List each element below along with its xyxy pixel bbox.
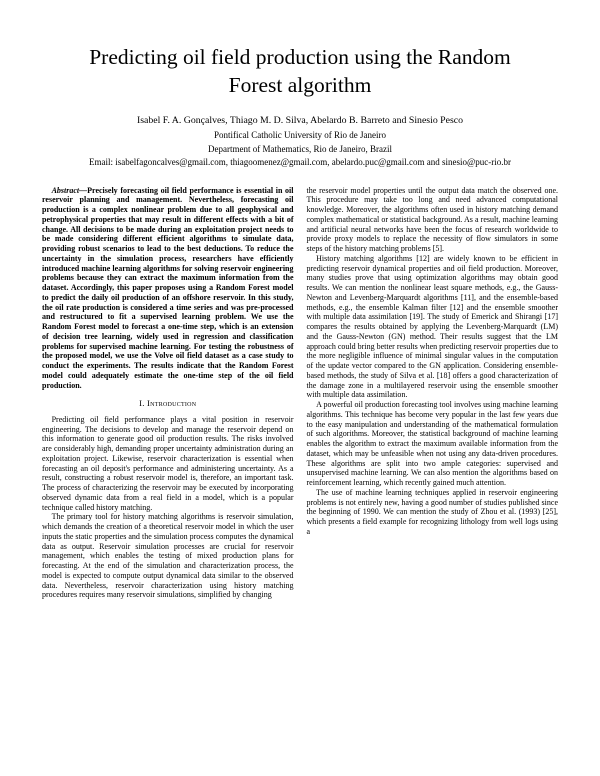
paragraph-intro-1: Predicting oil field performance plays a vital position in reservoir engineering. The decisions to develop and manage the reservoir depend on this information to generate good oil production results. The risks involved are considerably high, demanding proper uncertainty administration during an exploitation project. Likewise, reservoir characterization is essential when forecasting an oil deposit's performance and administering uncertainty. As a result, constructing a robust reservoir model is, therefore, an important task. The process of characterizing the reservoir may be executed by incorporating observed dynamic data from a real field in a model, which is a popular technique called history matching. (42, 414, 294, 512)
paper-affiliation: Pontifical Catholic University of Rio de Janeiro (214, 130, 386, 141)
paragraph-intro-2: The primary tool for history matching algorithms is reservoir simulation, which demands the creation of a theoretical reservoir model in which the user inputs the static properties and the simulation process computes the dynamical data as output. Reservoir simulation processes are crucial for reservoir management, which enables the testing of mixed production plans for forecasting. At the end of the simulation and characterization process, the model is expected to compute output dynamical data similar to the observed data. Nevertheless, reservoir characterization using history matching procedures requires many reservoir simulations, simplified by changing (42, 512, 294, 600)
right-column (307, 186, 559, 600)
paragraph-ml-history: The use of machine learning techniques applied in reservoir engineering problems is not entirely new, having a good number of studies published since the beginning of 1990. We can mention the study of Zhou et al. (1993) [25], which presents a field example for recognizing lithology from well logs using a (306, 487, 558, 536)
paper-title: Predicting oil field production using the Random Forest algorithm (89, 45, 511, 97)
abstract-label: Abstract— (51, 185, 88, 195)
paper-header (42, 44, 558, 170)
paper-department: Department of Mathematics, Rio de Janeiro, Brazil (208, 143, 392, 154)
section-heading-introduction: I. Introduction (139, 398, 197, 409)
paper-authors: Isabel F. A. Gonçalves, Thiago M. D. Silva, Abelardo B. Barreto and Sinesio Pesco (136, 115, 464, 127)
paragraph-machine-learning: A powerful oil production forecasting tool involves using machine learning algorithms. This technique has become very popular in the last few years due to the easy manipulation and understanding of the mathematical formulation of such algorithms. Moreover, the statistical background of machine learning enables the algorithm to extract the maximum available information from the dataset, which may be unfeasible when not using any data-driven procedures. These algorithms are split into two ample categories: supervised and unsupervised machine learning. We can also mention the algorithms based on reinforcement learning, which recently gained much attention. (306, 400, 558, 488)
abstract-text: Precisely forecasting oil field performance is essential in oil reservoir planning and management. Nevertheless, forecasting oil production is a complex nonlinear problem due to all geophysical and petrophysical properties that may result in different effects with a bit of change. All decisions to be made during an exploitation project needs to be made considering different efficient algorithms to simulate data, providing robust scenarios to lead to the best deductions. To reduce the uncertainty in the simulation process, researchers have efficiently introduced machine learning algorithms for solving reservoir engineering problems because they can extract the maximum information from the dataset. Accordingly, this paper proposes using a Random Forest model to predict the daily oil production of an offshore reservoir. In this study, the oil rate production is considered a time series and was pre-processed and restructured to fit a supervised learning problem. We use the Random Forest model to forecast a one-time step, which is an extension of decision tree learning, widely used in regression and classification problems for supervised machine learning. For testing the robustness of the proposed model, we use the Volve oil field dataset as a case study to conduct the experiments. The results indicate that the Random Forest model could adequately estimate the one-time step of the oil field production. (42, 185, 294, 390)
two-column-body (42, 186, 558, 600)
paragraph-history-matching: History matching algorithms [12] are widely known to be efficient in predicting reservoir dynamical properties and oil field production. Moreover, many studies prove that using optimization algorithms may obtain good results. We can mention the nonlinear least square methods, e.g., the Gauss-Newton and Levenberg-Marquardt algorithms [11], and the ensemble-based methods, e.g., the ensemble Kalman filter [12] and the ensemble smoother with multiple data assimilation [19]. The study of Emerick and Shirangi [17] compares the results obtained by applying the Levenberg-Marquardt (LM) and the Gauss-Newton (GN) method. Their results suggest that the LM approach could bring better results when predicting reservoir properties due to the more negligible influence of minimal singular values in the computation of the update vector compared to the GN application. Considering ensemble-based methods, the study of Silva et al. [18] offers a good characterization of the damage zone in a multilayered reservoir using the ensemble smoother with multiple data assimilation. (306, 253, 558, 400)
left-column (42, 186, 294, 600)
abstract (42, 186, 294, 391)
paragraph-continuation: the reservoir model properties until the output data match the observed one. This procedure may take too long and need advanced computational knowledge. Moreover, the algorithms often used in history matching demand complex mathematical or statistical background. As a result, machine learning and artificial neural networks have been the focus of research worldwide to provide proxy models to replace the necessity of flow simulators in some steps of the history matching problems [5]. (306, 185, 558, 254)
paper-email-line: Email: isabelfagoncalves@gmail.com, thiagoomenez@gmail.com, abelardo.puc@gmail.com and sinesio@puc-rio.br (88, 157, 512, 168)
